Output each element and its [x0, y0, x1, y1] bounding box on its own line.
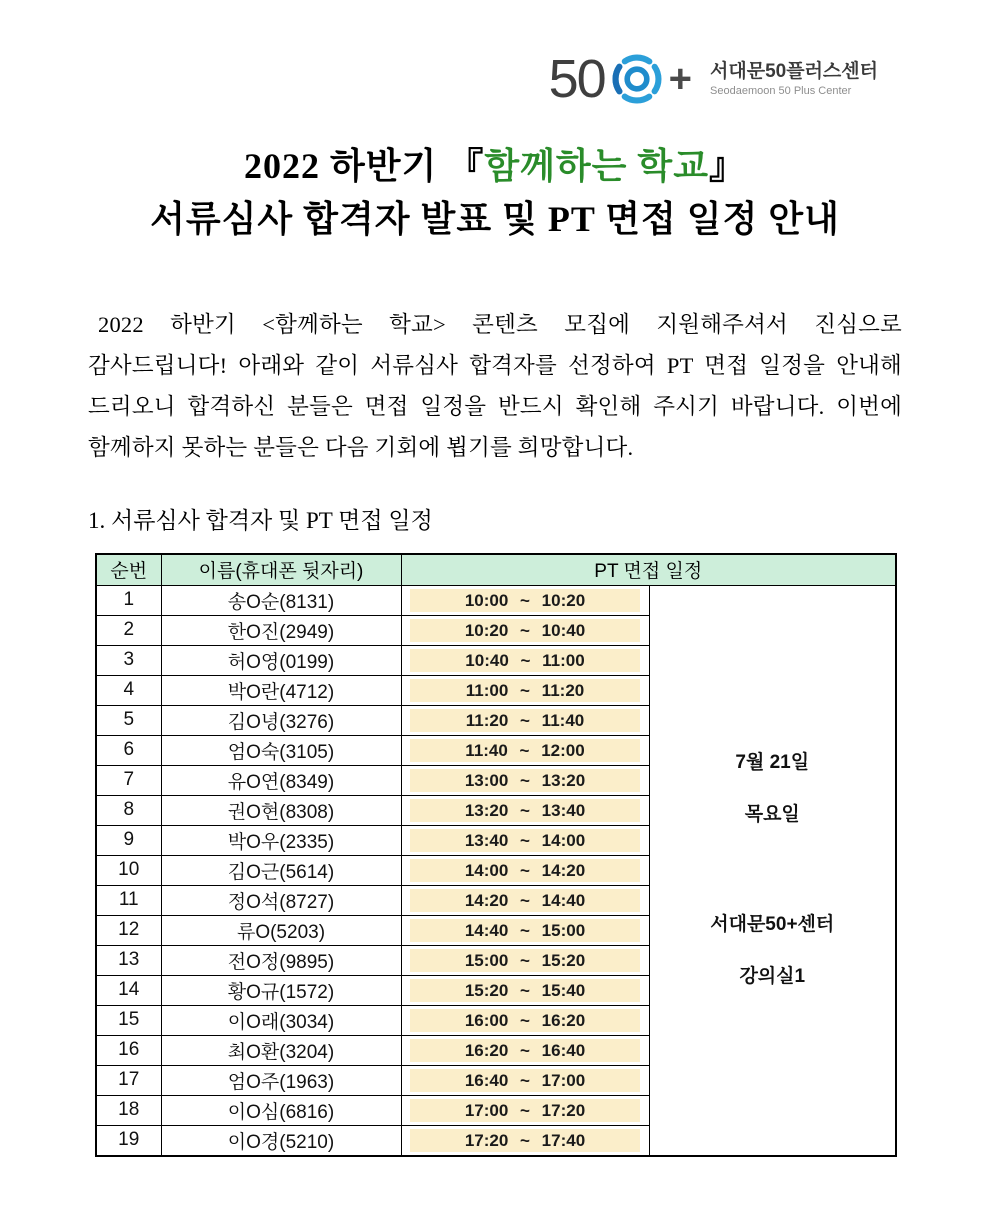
logo-number: 50: [548, 49, 605, 109]
row-time-cell: [401, 855, 649, 885]
row-time-cell: [401, 675, 649, 705]
row-time-cell: [401, 1125, 649, 1156]
row-no: 2: [96, 615, 161, 645]
time-band: 15:00 ~ 15:20: [410, 949, 640, 972]
row-name: 이O경(5210): [161, 1125, 401, 1156]
logo-text-block: [710, 60, 878, 98]
time-band: 13:00 ~ 13:20: [410, 769, 640, 792]
section-heading: 1. 서류심사 합격자 및 PT 면접 일정: [88, 508, 433, 533]
page-title: [0, 140, 990, 246]
schedule-table: [95, 553, 897, 1157]
row-no: 18: [96, 1095, 161, 1125]
time-band: 11:40 ~ 12:00: [410, 739, 640, 762]
time-band: 10:00 ~ 10:20: [410, 589, 640, 612]
title-line1-prefix: 2022 하반기: [243, 146, 448, 186]
row-time-cell: [401, 885, 649, 915]
time-band: 17:00 ~ 17:20: [410, 1099, 640, 1122]
row-time-cell: [401, 1035, 649, 1065]
row-time-cell: [401, 585, 649, 615]
row-name: 김O녕(3276): [161, 705, 401, 735]
row-name: 박O란(4712): [161, 675, 401, 705]
row-time-cell: [401, 735, 649, 765]
header-no: 순번: [96, 554, 161, 585]
venue-gap: [650, 841, 896, 899]
row-time-cell: [401, 705, 649, 735]
intro-paragraph: 2022 하반기 <함께하는 학교> 콘텐츠 모집에 지원해주셔서 진심으로 감사드립니다! 아래와 같이 서류심사 합격자를 선정하여 PT 면접 일정을 안내해 드리오니 합격하신 분들은 면접 일정을 반드시 확인해 주시기 바랍니다. 이번에 함께하지 못하는 분들은 다음 기회에 뵙기를 희망합니다.: [88, 312, 902, 460]
row-time-cell: [401, 1095, 649, 1125]
title-highlight: 함께하는 학교: [484, 146, 709, 186]
time-band: 13:40 ~ 14:00: [410, 829, 640, 852]
time-band: 14:40 ~ 15:00: [410, 919, 640, 942]
time-band: 10:20 ~ 10:40: [410, 619, 640, 642]
time-band: 13:20 ~ 13:40: [410, 799, 640, 822]
logo-english-name: Seodaemoon 50 Plus Center: [710, 85, 852, 97]
time-band: 17:20 ~ 17:40: [410, 1129, 640, 1152]
time-band: 16:20 ~ 16:40: [410, 1039, 640, 1062]
venue-cell: [649, 585, 896, 1156]
row-time-cell: [401, 615, 649, 645]
seodaemun-50plus-logo: [549, 46, 878, 112]
title-bracket-open: 『: [447, 146, 485, 186]
header-name: 이름(휴대폰 뒷자리): [161, 554, 401, 585]
row-name: 엄O숙(3105): [161, 735, 401, 765]
row-name: 이O래(3034): [161, 1005, 401, 1035]
table-header-row: [96, 554, 896, 585]
time-band: 10:40 ~ 11:00: [410, 649, 640, 672]
row-no: 1: [96, 585, 161, 615]
row-time-cell: [401, 915, 649, 945]
row-no: 12: [96, 915, 161, 945]
row-time-cell: [401, 1005, 649, 1035]
title-line-2: 서류심사 합격자 발표 및 PT 면접 일정 안내: [150, 199, 840, 239]
row-no: 5: [96, 705, 161, 735]
schedule-table-wrap: [95, 553, 990, 1157]
row-name: 김O근(5614): [161, 855, 401, 885]
row-time-cell: [401, 765, 649, 795]
row-no: 19: [96, 1125, 161, 1156]
table-row: [96, 585, 896, 615]
row-time-cell: [401, 645, 649, 675]
time-band: 16:00 ~ 16:20: [410, 1009, 640, 1032]
row-no: 13: [96, 945, 161, 975]
50plus-circle-icon: [609, 51, 665, 107]
logo-row: [0, 0, 990, 112]
time-band: 14:00 ~ 14:20: [410, 859, 640, 882]
venue-date: 7월 21일: [735, 752, 810, 773]
row-no: 9: [96, 825, 161, 855]
title-line-1: [0, 140, 990, 193]
row-time-cell: [401, 1065, 649, 1095]
time-band: 11:00 ~ 11:20: [410, 679, 640, 702]
row-no: 15: [96, 1005, 161, 1035]
row-time-cell: [401, 945, 649, 975]
row-name: 류O(5203): [161, 915, 401, 945]
time-band: 15:20 ~ 15:40: [410, 979, 640, 1002]
header-schedule: PT 면접 일정: [401, 554, 896, 585]
row-time-cell: [401, 975, 649, 1005]
row-no: 7: [96, 765, 161, 795]
row-name: 전O정(9895): [161, 945, 401, 975]
row-name: 송O순(8131): [161, 585, 401, 615]
row-name: 한O진(2949): [161, 615, 401, 645]
row-no: 16: [96, 1035, 161, 1065]
row-name: 정O석(8727): [161, 885, 401, 915]
time-band: 11:20 ~ 11:40: [410, 709, 640, 732]
logo-korean-name: 서대문50플러스센터: [710, 61, 878, 82]
row-name: 엄O주(1963): [161, 1065, 401, 1095]
row-name: 허O영(0199): [161, 645, 401, 675]
row-name: 유O연(8349): [161, 765, 401, 795]
time-band: 14:20 ~ 14:40: [410, 889, 640, 912]
row-no: 14: [96, 975, 161, 1005]
time-band: 16:40 ~ 17:00: [410, 1069, 640, 1092]
row-name: 권O현(8308): [161, 795, 401, 825]
venue-day: 목요일: [744, 804, 800, 825]
row-name: 황O규(1572): [161, 975, 401, 1005]
row-no: 8: [96, 795, 161, 825]
row-time-cell: [401, 795, 649, 825]
row-name: 박O우(2335): [161, 825, 401, 855]
logo-plus-sign: +: [668, 57, 693, 101]
row-no: 3: [96, 645, 161, 675]
row-no: 17: [96, 1065, 161, 1095]
row-name: 최O환(3204): [161, 1035, 401, 1065]
row-no: 10: [96, 855, 161, 885]
row-no: 6: [96, 735, 161, 765]
row-time-cell: [401, 825, 649, 855]
row-no: 11: [96, 885, 161, 915]
title-bracket-close: 』: [708, 146, 746, 186]
row-name: 이O심(6816): [161, 1095, 401, 1125]
venue-room: 강의실1: [739, 966, 806, 987]
venue-place: 서대문50+센터: [710, 914, 835, 935]
row-no: 4: [96, 675, 161, 705]
